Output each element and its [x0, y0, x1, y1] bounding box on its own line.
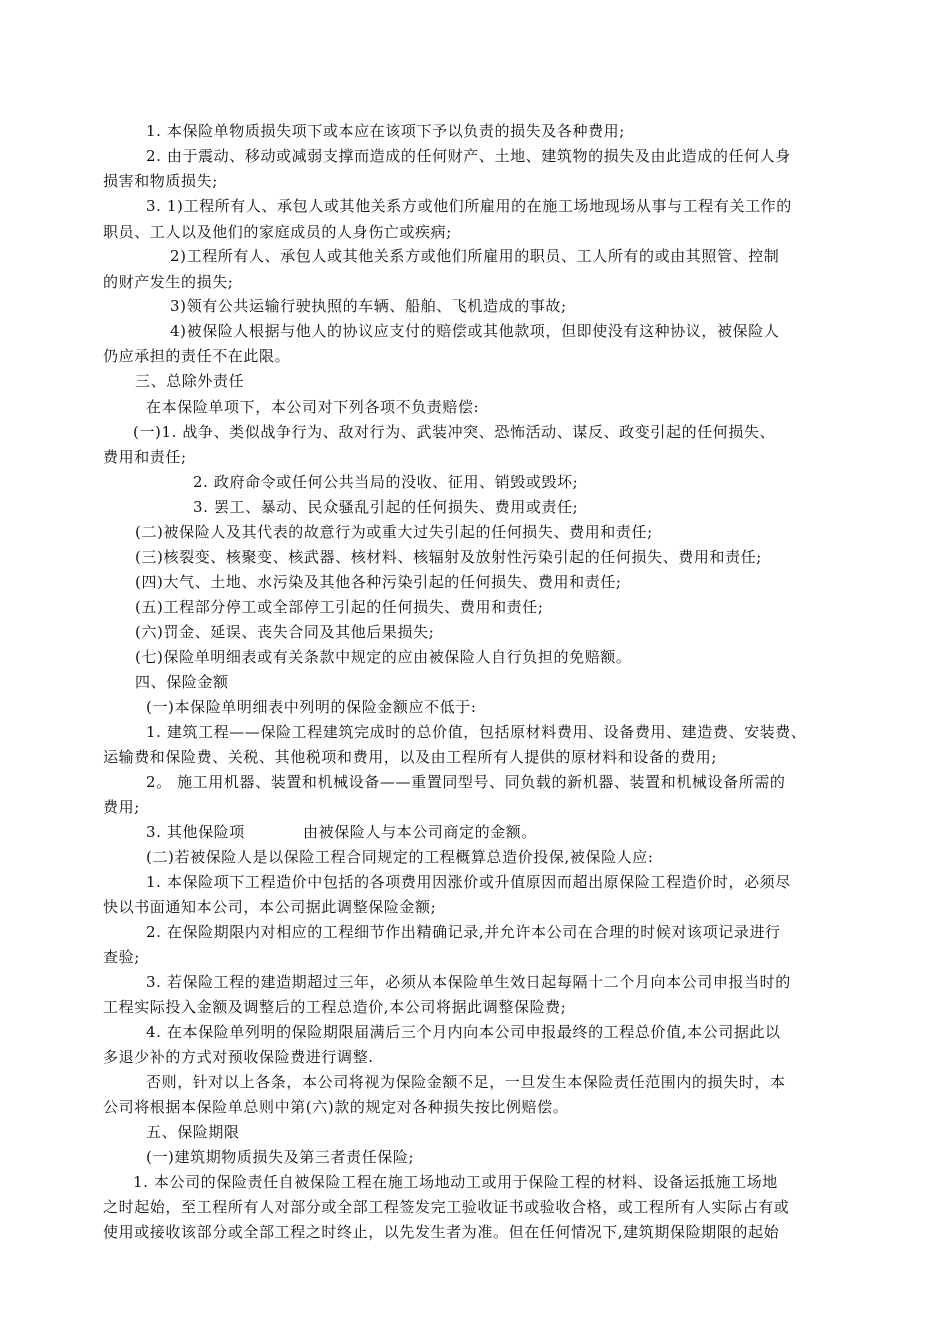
- clause-line: 在本保险单项下，本公司对下列各项不负责赔偿:: [146, 398, 480, 416]
- clause-line: (七)保险单明细表或有关条款中规定的应由被保险人自行负担的免赔额。: [135, 648, 632, 666]
- clause-line: (一)本保险单明细表中列明的保险金额应不低于:: [146, 698, 477, 716]
- section-heading: 五、保险期限: [146, 1123, 240, 1141]
- section-heading: 三、总除外责任: [135, 372, 245, 390]
- clause-line: 2。 施工用机器、装置和机械设备——重置同型号、同负载的新机器、装置和机械设备所需的: [146, 773, 786, 791]
- clause-line: 4. 在本保险单列明的保险期限届满后三个月内向本公司申报最终的工程总价值,本公司据此以: [146, 1023, 781, 1041]
- clause-line: 2. 在保险期限内对相应的工程细节作出精确记录,并允许本公司在合理的时候对该项记录进行: [146, 923, 781, 941]
- clause-line: (六)罚金、延误、丧失合同及其他后果损失;: [135, 623, 435, 641]
- section-heading: 四、保险金额: [135, 673, 229, 691]
- clause-line: (二)被保险人及其代表的故意行为或重大过失引起的任何损失、费用和责任;: [135, 523, 653, 541]
- clause-line: 3. 其他保险项: [146, 823, 245, 841]
- clause-line: 3. 罢工、暴动、民众骚乱引起的任何损失、费用或责任;: [193, 498, 579, 516]
- clause-line: 3. 若保险工程的建造期超过三年，必须从本保险单生效日起每隔十二个月向本公司申报当时的: [146, 973, 791, 991]
- clause-line: (一)建筑期物质损失及第三者责任保险;: [146, 1148, 415, 1166]
- clause-line: 2. 由于震动、移动或减弱支撑而造成的任何财产、土地、建筑物的损失及由此造成的任何人身: [146, 147, 791, 165]
- clause-line: 公司将根据本保险单总则中第(六)款的规定对各种损失按比例赔偿。: [103, 1098, 569, 1116]
- clause-line: 费用和责任;: [103, 448, 187, 466]
- clause-line: 费用;: [103, 798, 140, 816]
- clause-line: 2)工程所有人、承包人或其他关系方或他们所雇用的职员、工人所有的或由其照管、控制: [170, 247, 780, 265]
- clause-line: 3)领有公共运输行驶执照的车辆、船舶、飞机造成的事故;: [170, 297, 567, 315]
- clause-line: 损害和物质损失;: [103, 172, 218, 190]
- clause-line: 多退少补的方式对预收保险费进行调整.: [103, 1048, 374, 1066]
- clause-line: 2. 政府命令或任何公共当局的没收、征用、销毁或毁坏;: [193, 473, 579, 491]
- clause-line: (四)大气、土地、水污染及其他各种污染引起的任何损失、费用和责任;: [135, 573, 622, 591]
- clause-line: (三)核裂变、核聚变、核武器、核材料、核辐射及放射性污染引起的任何损失、费用和责任;: [135, 548, 762, 566]
- clause-line: 仍应承担的责任不在此限。: [103, 347, 291, 365]
- clause-line: (一)1. 战争、类似战争行为、敌对行为、武装冲突、恐怖活动、谋反、政变引起的任何损失、: [133, 423, 776, 441]
- clause-line: 1. 建筑工程——保险工程建筑完成时的总价值，包括原材料费用、设备费用、建造费、安装费、: [146, 723, 807, 741]
- clause-line: 1. 本保险项下工程造价中包括的各项费用因涨价或升值原因而超出原保险工程造价时，必须尽: [146, 873, 791, 891]
- clause-line: (二)若被保险人是以保险工程合同规定的工程概算总造价投保,被保险人应:: [146, 848, 654, 866]
- clause-line: 3. 1)工程所有人、承包人或其他关系方或他们所雇用的在施工场地现场从事与工程有关工作的: [146, 197, 792, 215]
- clause-line: 的财产发生的损失;: [103, 273, 234, 291]
- clause-line: 4)被保险人根据与他人的协议应支付的赔偿或其他款项，但即使没有这种协议，被保险人: [170, 322, 780, 340]
- clause-line: 1. 本保险单物质损失项下或本应在该项下予以负责的损失及各种费用;: [146, 122, 625, 140]
- clause-line: 快以书面通知本公司，本公司据此调整保险金额;: [103, 898, 437, 916]
- clause-line: (五)工程部分停工或全部停工引起的任何损失、费用和责任;: [135, 598, 544, 616]
- clause-line: 1. 本公司的保险责任自被保险工程在施工场地动工或用于保险工程的材料、设备运抵施工场地: [133, 1173, 778, 1191]
- clause-line: 工程实际投入金额及调整后的工程总造价,本公司将据此调整保险费;: [103, 998, 567, 1016]
- clause-line: 查验;: [103, 948, 140, 966]
- clause-line: 由被保险人与本公司商定的金额。: [303, 823, 538, 841]
- clause-line: 之时起始，至工程所有人对部分或全部工程签发完工验收证书或验收合格，或工程所有人实际占有或: [103, 1198, 790, 1216]
- clause-line: 使用或接收该部分或全部工程之时终止，以先发生者为准。但在任何情况下,建筑期保险期限的起始: [103, 1223, 780, 1241]
- clause-line: 否则，针对以上各条，本公司将视为保险金额不足，一旦发生本保险责任范围内的损失时，本: [146, 1073, 786, 1091]
- clause-line: 职员、工人以及他们的家庭成员的人身伤亡或疾病;: [103, 223, 452, 241]
- clause-line: 运输费和保险费、关税、其他税项和费用，以及由工程所有人提供的原材料和设备的费用;: [103, 748, 718, 766]
